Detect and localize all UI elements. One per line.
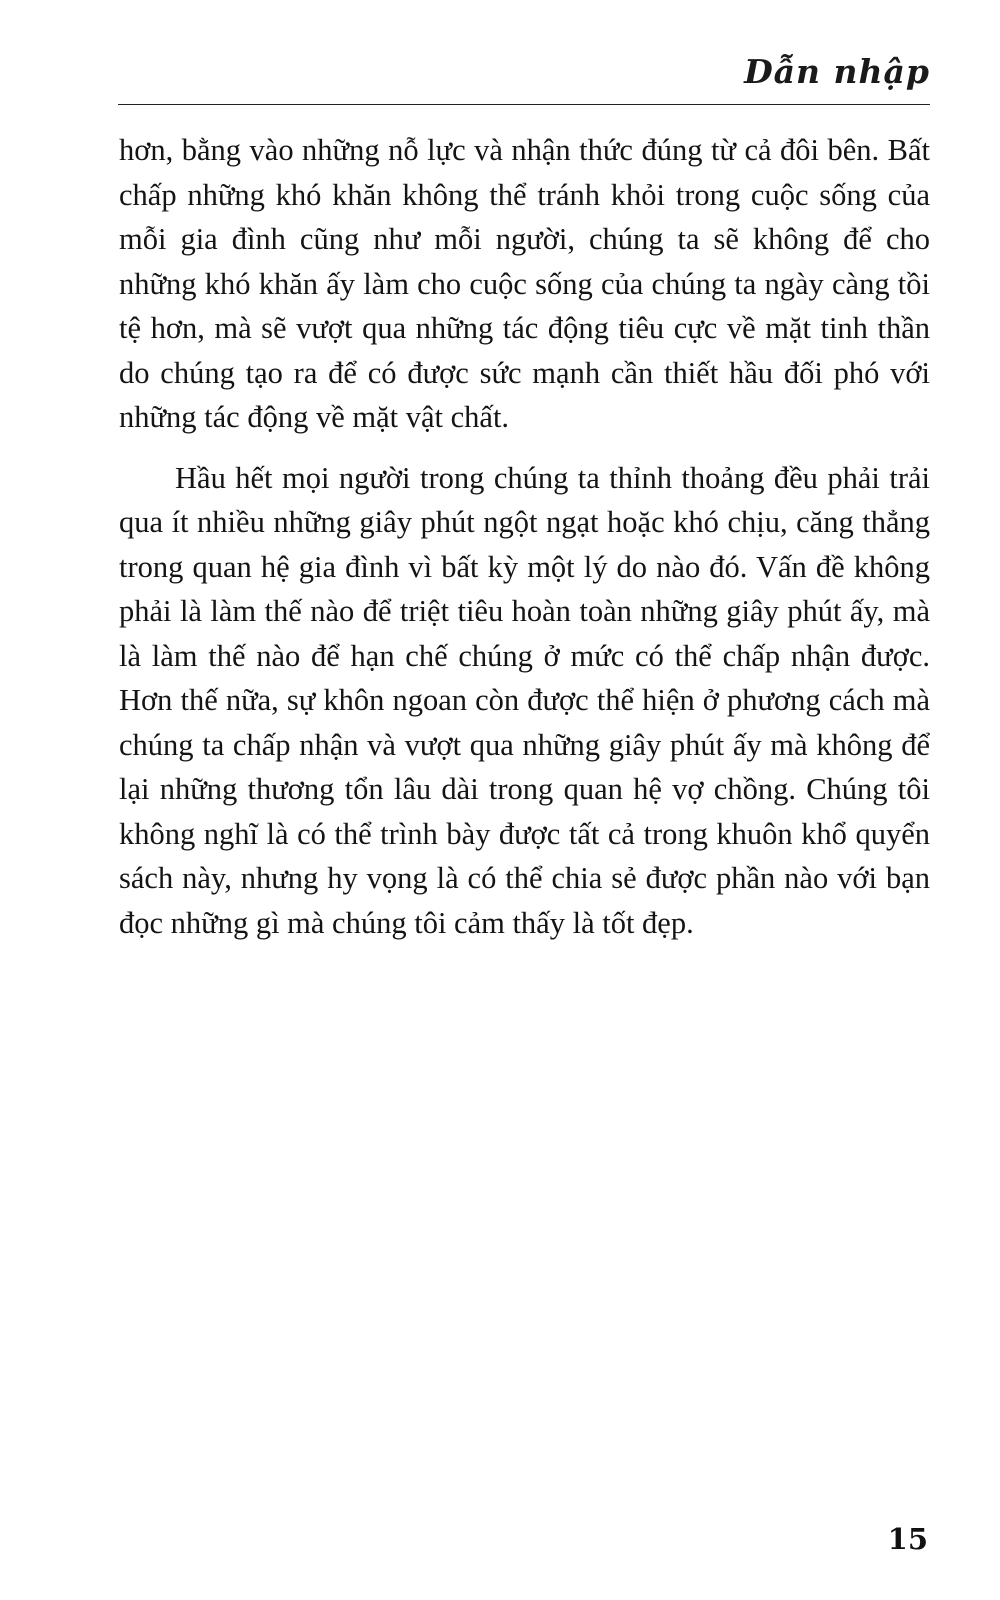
running-header-title: Dẫn nhập bbox=[744, 52, 930, 91]
page-body bbox=[119, 128, 930, 945]
paragraph-2: Hầu hết mọi người trong chúng ta thỉnh thoảng đều phải trải qua ít nhiều những giây phút ngột ngạt hoặc khó chịu, căng thẳng trong quan hệ gia đình vì bất kỳ một lý do nào đó. Vấn đề không phải là làm thế nào để triệt tiêu hoàn toàn những giây phút ấy, mà là làm thế nào để hạn chế chúng ở mức có thể chấp nhận được. Hơn thế nữa, sự khôn ngoan còn được thể hiện ở phương cách mà chúng ta chấp nhận và vượt qua những giây phút ấy mà không để lại những thương tổn lâu dài trong quan hệ vợ chồng. Chúng tôi không nghĩ là có thể trình bày được tất cả trong khuôn khổ quyển sách này, nhưng hy vọng là có thể chia sẻ được phần nào với bạn đọc những gì mà chúng tôi cảm thấy là tốt đẹp. bbox=[119, 460, 930, 940]
paragraph-1: hơn, bằng vào những nỗ lực và nhận thức đúng từ cả đôi bên. Bất chấp những khó khăn không thể tránh khỏi trong cuộc sống của mỗi gia đình cũng như mỗi người, chúng ta sẽ không để cho những khó khăn ấy làm cho cuộc sống của chúng ta ngày càng tồi tệ hơn, mà sẽ vượt qua những tác động tiêu cực về mặt tinh thần do chúng tạo ra để có được sức mạnh cần thiết hầu đối phó với những tác động về mặt vật chất. bbox=[119, 133, 930, 434]
header-divider bbox=[118, 104, 930, 105]
page-number: 15 bbox=[887, 1522, 928, 1556]
